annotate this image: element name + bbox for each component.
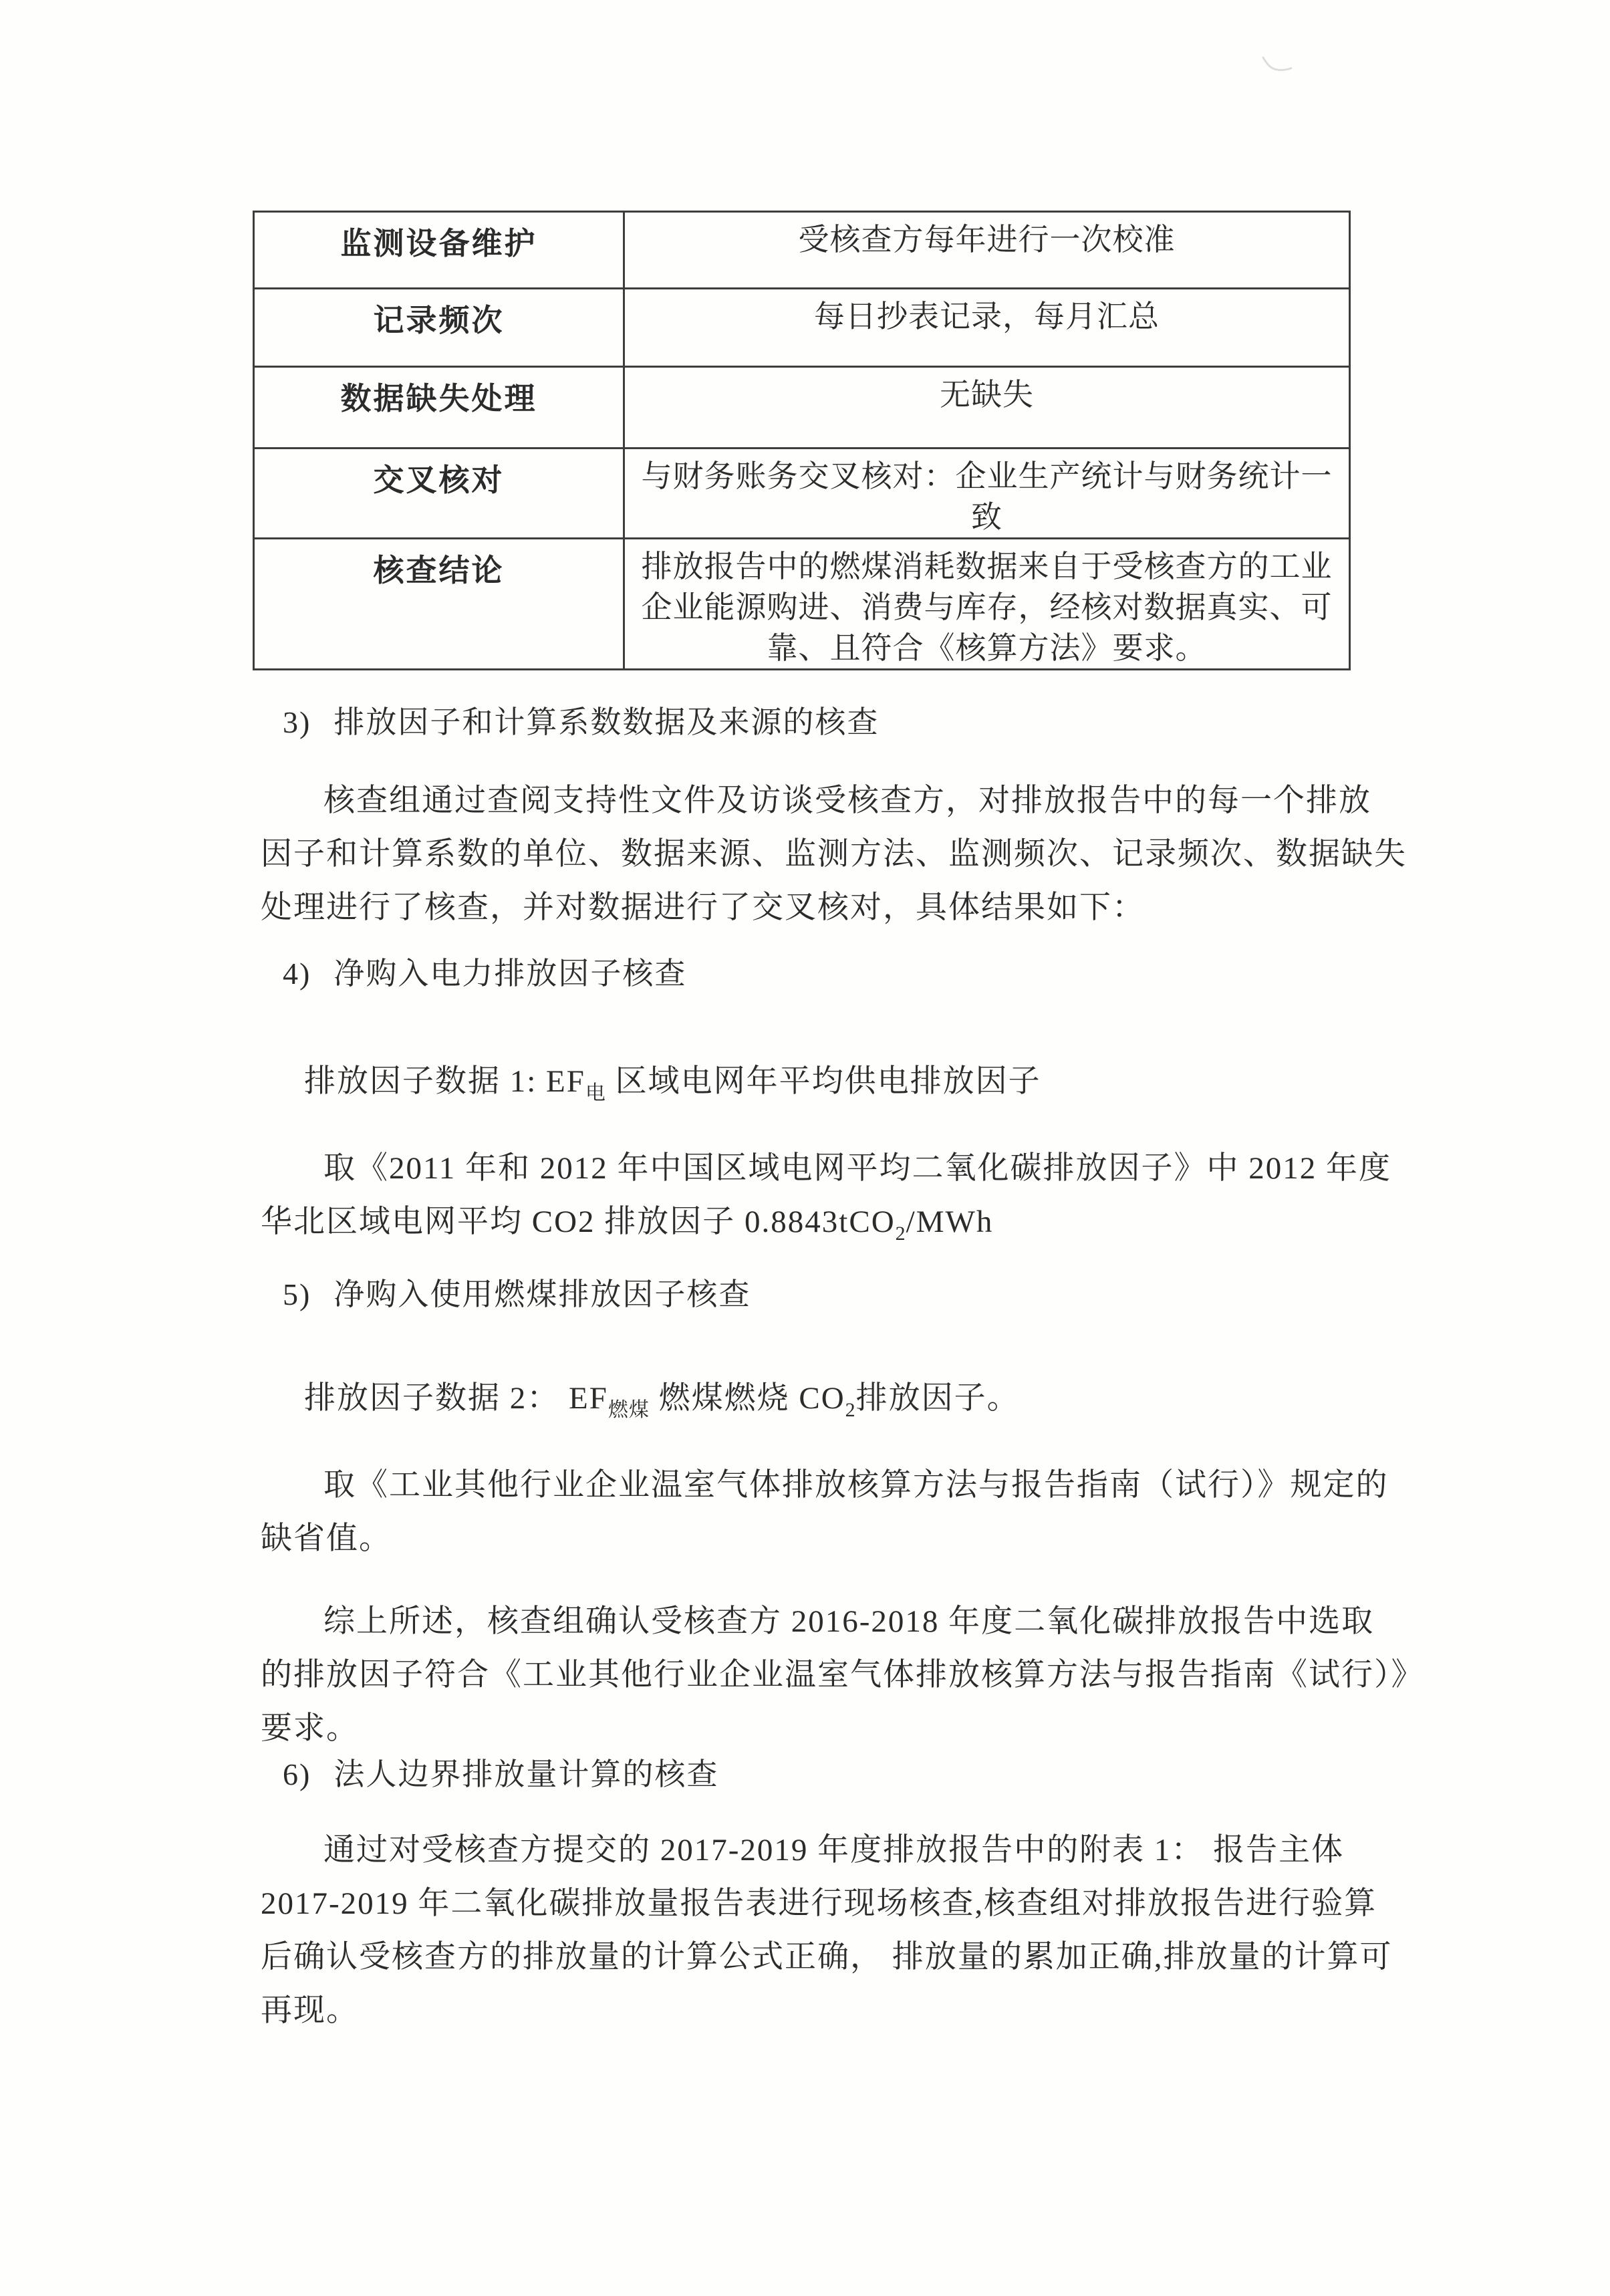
row-label: 记录频次 bbox=[255, 289, 625, 366]
paragraph-summary-conclusion: 综上所述，核查组确认受核查方 2016-2018 年度二氧化碳排放报告中选取 的排放因子符合《工业其他行业企业温室气体排放核算方法与报告指南《试行）》 要求。 bbox=[261, 1604, 1424, 1746]
subscript-co2: 2 bbox=[895, 1223, 906, 1245]
subscript-electricity: 电 bbox=[585, 1082, 606, 1104]
row-label: 监测设备维护 bbox=[255, 213, 625, 287]
section-title: 法人边界排放量计算的核查 bbox=[333, 1757, 719, 1791]
section-4-heading bbox=[283, 954, 686, 993]
table-row-verification-conclusion bbox=[255, 537, 1349, 668]
row-label: 交叉核对 bbox=[255, 449, 625, 537]
section-title: 净购入使用燃煤排放因子核查 bbox=[333, 1277, 751, 1311]
subscript-co2: 2 bbox=[845, 1399, 856, 1421]
table-row-cross-check bbox=[255, 447, 1349, 537]
section-5-heading bbox=[283, 1275, 751, 1314]
paragraph-default-value: 取《工业其他行业企业温室气体排放核算方法与报告指南（试行）》规定的 缺省值。 bbox=[261, 1468, 1389, 1556]
section-number: 4) bbox=[283, 956, 311, 991]
section-number: 5) bbox=[283, 1277, 311, 1311]
row-value: 与财务账务交叉核对：企业生产统计与财务统计一 致 bbox=[641, 459, 1333, 534]
section-6-heading bbox=[283, 1755, 718, 1794]
row-label: 核查结论 bbox=[255, 539, 625, 668]
verification-table bbox=[253, 211, 1351, 670]
table-row-record-frequency bbox=[255, 287, 1349, 366]
row-value: 受核查方每年进行一次校准 bbox=[798, 223, 1176, 257]
section-3-heading bbox=[283, 703, 879, 742]
paragraph-boundary-emission-calculation: 通过对受核查方提交的 2017-2019 年度排放报告中的附表 1： 报告主体 2017-2019 年二氧化碳排放量报告表进行现场核查,核查组对排放报告进行验算 后确认受核查方的排放量的计算公式正确， 排放量的累加正确,排放量的计算可 再现。 bbox=[261, 1833, 1393, 2028]
section-title: 排放因子和计算系数数据及来源的核查 bbox=[333, 705, 880, 739]
table-row-monitoring-equipment bbox=[255, 213, 1349, 287]
row-value: 无缺失 bbox=[940, 378, 1034, 412]
section-number: 6) bbox=[283, 1757, 311, 1791]
subscript-coal: 燃煤 bbox=[608, 1399, 650, 1421]
section-title: 净购入电力排放因子核查 bbox=[333, 956, 687, 991]
row-label: 数据缺失处理 bbox=[255, 368, 625, 447]
row-value: 每日抄表记录，每月汇总 bbox=[814, 299, 1160, 334]
emission-factor-data-2: 排放因子数据 2： $EF_{燃煤}$ 燃煤燃烧 $CO_2$排放因子。 bbox=[304, 1381, 1020, 1421]
row-value: 排放报告中的燃煤消耗数据来自于受核查方的工业 企业能源购进、消费与库存，经核对数据真实、可 靠、且符合《核算方法》要求。 bbox=[641, 549, 1333, 665]
paragraph-emission-factor-review: 核查组通过查阅支持性文件及访谈受核查方，对排放报告中的每一个排放 因子和计算系数的单位、数据来源、监测方法、监测频次、记录频次、数据缺失 处理进行了核查，并对数据进行了交叉核对，具体结果如下： bbox=[261, 783, 1407, 925]
table-row-missing-data-handling bbox=[255, 366, 1349, 447]
paragraph-grid-emission-factor: 取《2011 年和 2012 年中国区域电网平均二氧化碳排放因子》中 2012 年度 华北区域电网平均 CO2 排放因子 0.8843tCO$_2$/MWh bbox=[261, 1151, 1392, 1245]
emission-factor-data-1: 排放因子数据 1: $EF_电$ 区域电网年平均供电排放因子 bbox=[304, 1064, 1041, 1104]
section-number: 3) bbox=[283, 705, 311, 739]
scan-artifact-mark bbox=[1262, 55, 1294, 75]
